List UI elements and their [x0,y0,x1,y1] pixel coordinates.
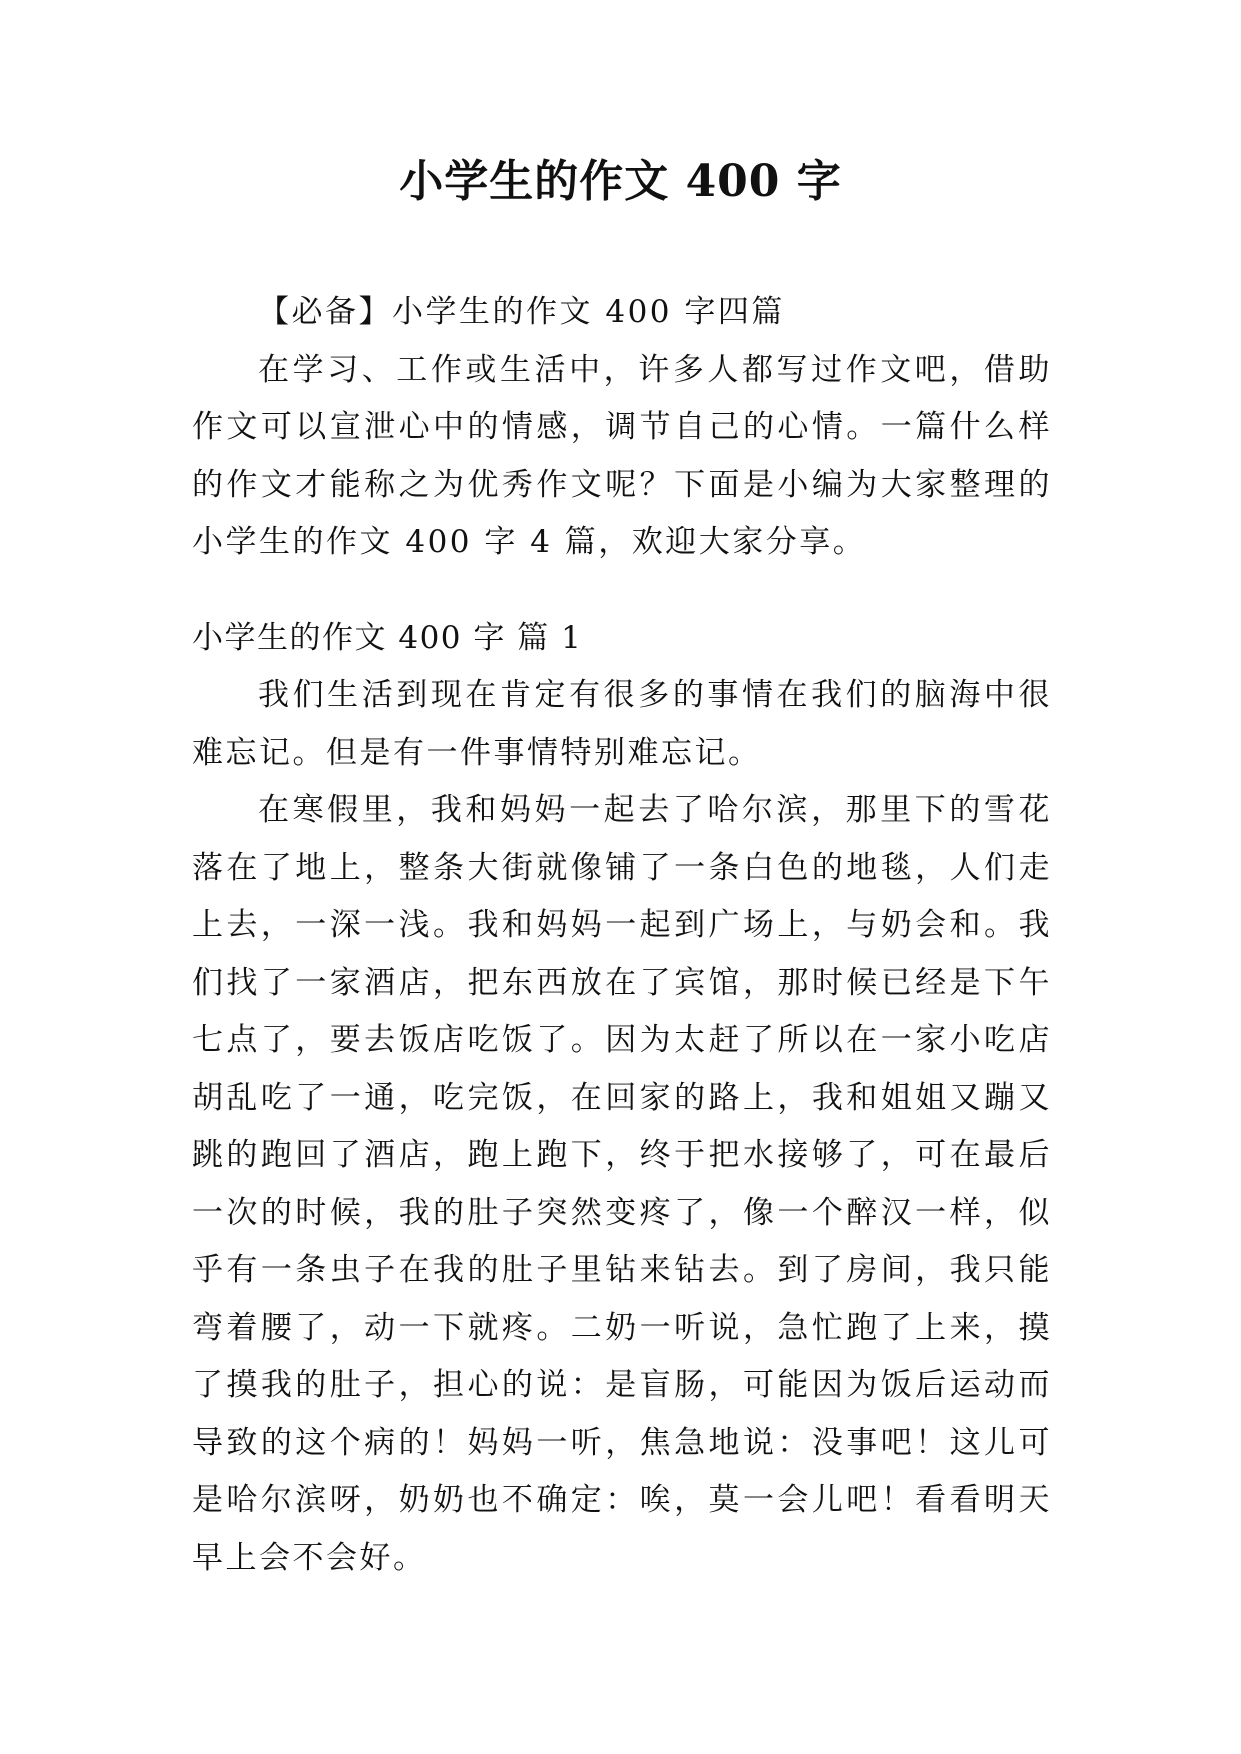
body-paragraph: 在寒假里，我和妈妈一起去了哈尔滨，那里下的雪花落在了地上，整条大街就像铺了一条白色的地毯，人们走上去，一深一浅。我和妈妈一起到广场上，与奶会和。我们找了一家酒店，把东西放在了宾馆，那时候已经是下午七点了，要去饭店吃饭了。因为太赶了所以在一家小吃店胡乱吃了一通，吃完饭，在回家的路上，我和姐姐又蹦又跳的跑回了酒店，跑上跑下，终于把水接够了，可在最后一次的时候，我的肚子突然变疼了，像一个醉汉一样，似乎有一条虫子在我的肚子里钻来钻去。到了房间，我只能弯着腰了，动一下就疼。二奶一听说，急忙跑了上来，摸了摸我的肚子，担心的说：是盲肠，可能因为饭后运动而导致的这个病的！妈妈一听，焦急地说：没事吧！这儿可是哈尔滨呀，奶奶也不确定：唉，莫一会儿吧！看看明天早上会不会好。 [192,792,1052,1576]
document-title: 小学生的作文 400 字 [399,156,842,207]
document-subtitle: 【必备】小学生的作文 400 字四篇 [258,294,785,330]
body-paragraph: 我们生活到现在肯定有很多的事情在我们的脑海中很难忘记。但是有一件事情特别难忘记。 [192,677,1052,771]
document-body [192,284,1052,1587]
section-heading: 小学生的作文 400 字 篇 1 [192,619,583,656]
intro-paragraph: 在学习、工作或生活中，许多人都写过作文吧，借助作文可以宣泄心中的情感，调节自己的心情。一篇什么样的作文才能称之为优秀作文呢？下面是小编为大家整理的小学生的作文 400 字 4 篇，欢迎大家分享。 [192,351,1052,560]
